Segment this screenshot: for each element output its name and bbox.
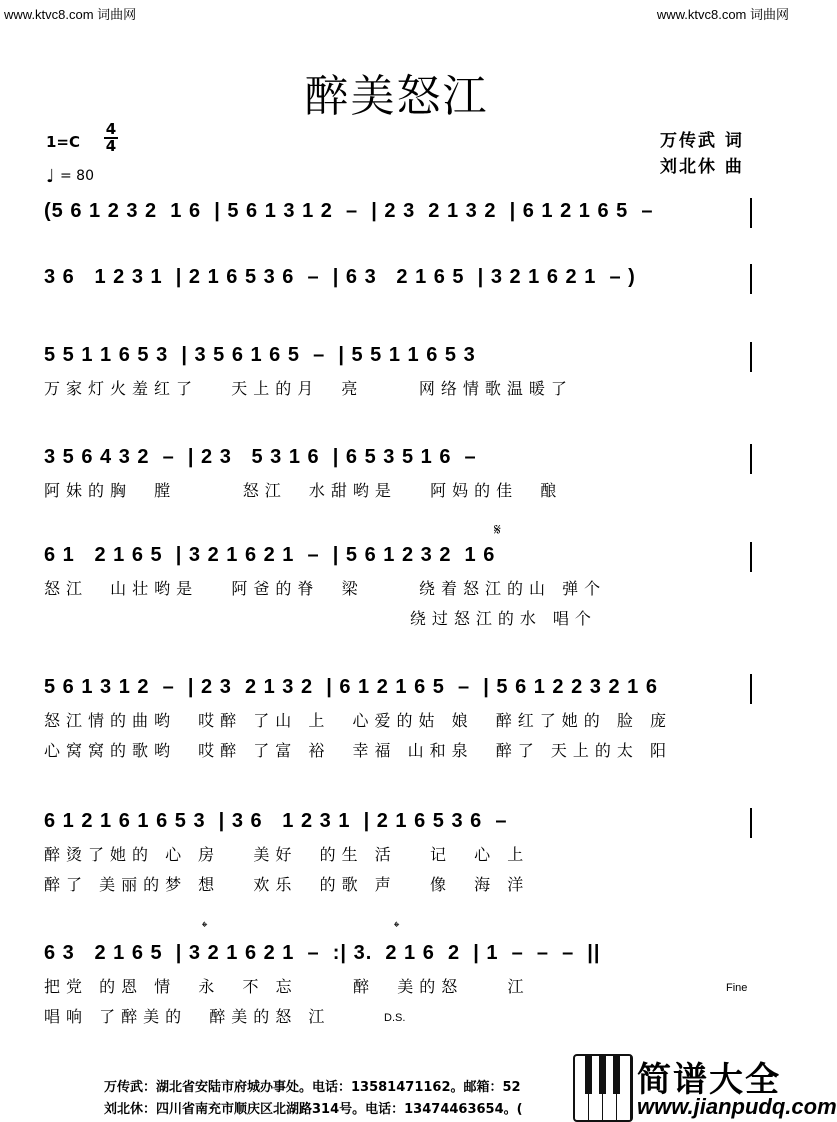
- time-signature: [104, 122, 118, 154]
- lyric-verse-1: 把党 的恩 情 永 不 忘 醉 美的怒 江: [44, 977, 530, 996]
- logo-text: 简谱大全: [637, 1060, 781, 1100]
- time-top: 4: [105, 120, 117, 138]
- tempo-mark: = 80: [60, 168, 94, 184]
- bar-line: [750, 674, 752, 704]
- lyric-verse-2: 醉了 美丽的梦 想 欢乐 的歌 声 像 海 洋: [44, 875, 530, 894]
- segno-icon: 𝄋: [494, 520, 501, 539]
- coda-icon: 𝄌: [202, 918, 208, 936]
- notation-row: 5 6 1 3 1 2 – | 2 3 2 1 3 2 | 6 1 2 1 6 5 – | 5 6 1 2 2 3 2 1 6: [44, 676, 658, 698]
- piano-icon: [573, 1054, 633, 1122]
- time-bottom: 4: [105, 137, 117, 155]
- bar-line: [750, 264, 752, 294]
- footer-contact-lyricist: 万传武：湖北省安陆市府城办事处。电话：13581471162。邮箱：52: [104, 1080, 521, 1095]
- bar-line: [750, 198, 752, 228]
- song-title: 醉美怒江: [304, 71, 489, 122]
- watermark-left: www.ktvc8.com 词曲网: [4, 7, 137, 22]
- composer-credit: 刘北休 曲: [660, 157, 744, 177]
- footer-contact-composer: 刘北休：四川省南充市顺庆区北湖路314号。电话：13474463654。(: [104, 1102, 523, 1117]
- fine-mark: Fine: [726, 982, 748, 994]
- quarter-note-icon: ♩: [46, 166, 55, 187]
- notation-row: 6 1 2 1 6 1 6 5 3 | 3 6 1 2 3 1 | 2 1 6 5 3 6 –: [44, 810, 508, 832]
- ds-mark: D.S.: [384, 1012, 406, 1024]
- bar-line: [750, 808, 752, 838]
- lyric-verse-1: 怒江 山壮哟是 阿爸的脊 梁 绕着怒江的山 弹个: [44, 579, 607, 598]
- lyric-verse-2: 绕过怒江的水 唱个: [44, 609, 597, 628]
- lyric-verse-2: 心窝窝的歌哟 哎醉 了富 裕 幸福 山和泉 醉了 天上的太 阳: [44, 741, 672, 760]
- bar-line: [750, 542, 752, 572]
- lyric-verse-1: 怒江情的曲哟 哎醉 了山 上 心爱的姑 娘 醉红了她的 脸 庞: [44, 711, 672, 730]
- logo-url: www.jianpudq.com: [637, 1094, 837, 1119]
- notation-row: 6 3 2 1 6 5 | 3 2 1 6 2 1 – :| 3. 2 1 6 2 | 1 – – – ||: [44, 942, 601, 964]
- notation-row: 3 5 6 4 3 2 – | 2 3 5 3 1 6 | 6 5 3 5 1 6 –: [44, 446, 477, 468]
- bar-line: [750, 444, 752, 474]
- watermark-right: www.ktvc8.com 词曲网: [656, 7, 789, 22]
- lyricist-credit: 万传武 词: [660, 131, 744, 151]
- lyric-verse-1: 醉烫了她的 心 房 美好 的生 活 记 心 上: [44, 845, 530, 864]
- site-logo: [567, 1050, 837, 1122]
- key-signature: 1=C: [46, 133, 81, 151]
- notation-row: 3 6 1 2 3 1 | 2 1 6 5 3 6 – | 6 3 2 1 6 5 | 3 2 1 6 2 1 – ): [44, 266, 636, 288]
- coda-icon-2: 𝄌: [394, 918, 400, 936]
- bar-line: [750, 342, 752, 372]
- notation-row: 5 5 1 1 6 5 3 | 3 5 6 1 6 5 – | 5 5 1 1 6 5 3: [44, 344, 476, 366]
- lyric-verse-1: 阿妹的胸 膛 怒江 水甜哟是 阿妈的佳 酿: [44, 481, 563, 500]
- lyric-verse-2: 唱响 了醉美的 醉美的怒 江: [44, 1007, 331, 1026]
- notation-row: 6 1 2 1 6 5 | 3 2 1 6 2 1 – | 5 6 1 2 3 2 1 6: [44, 544, 496, 566]
- lyric-verse-1: 万家灯火羞红了 天上的月 亮 网络情歌温暖了: [44, 379, 573, 398]
- notation-row: (5 6 1 2 3 2 1 6 | 5 6 1 3 1 2 – | 2 3 2 1 3 2 | 6 1 2 1 6 5 –: [44, 200, 654, 222]
